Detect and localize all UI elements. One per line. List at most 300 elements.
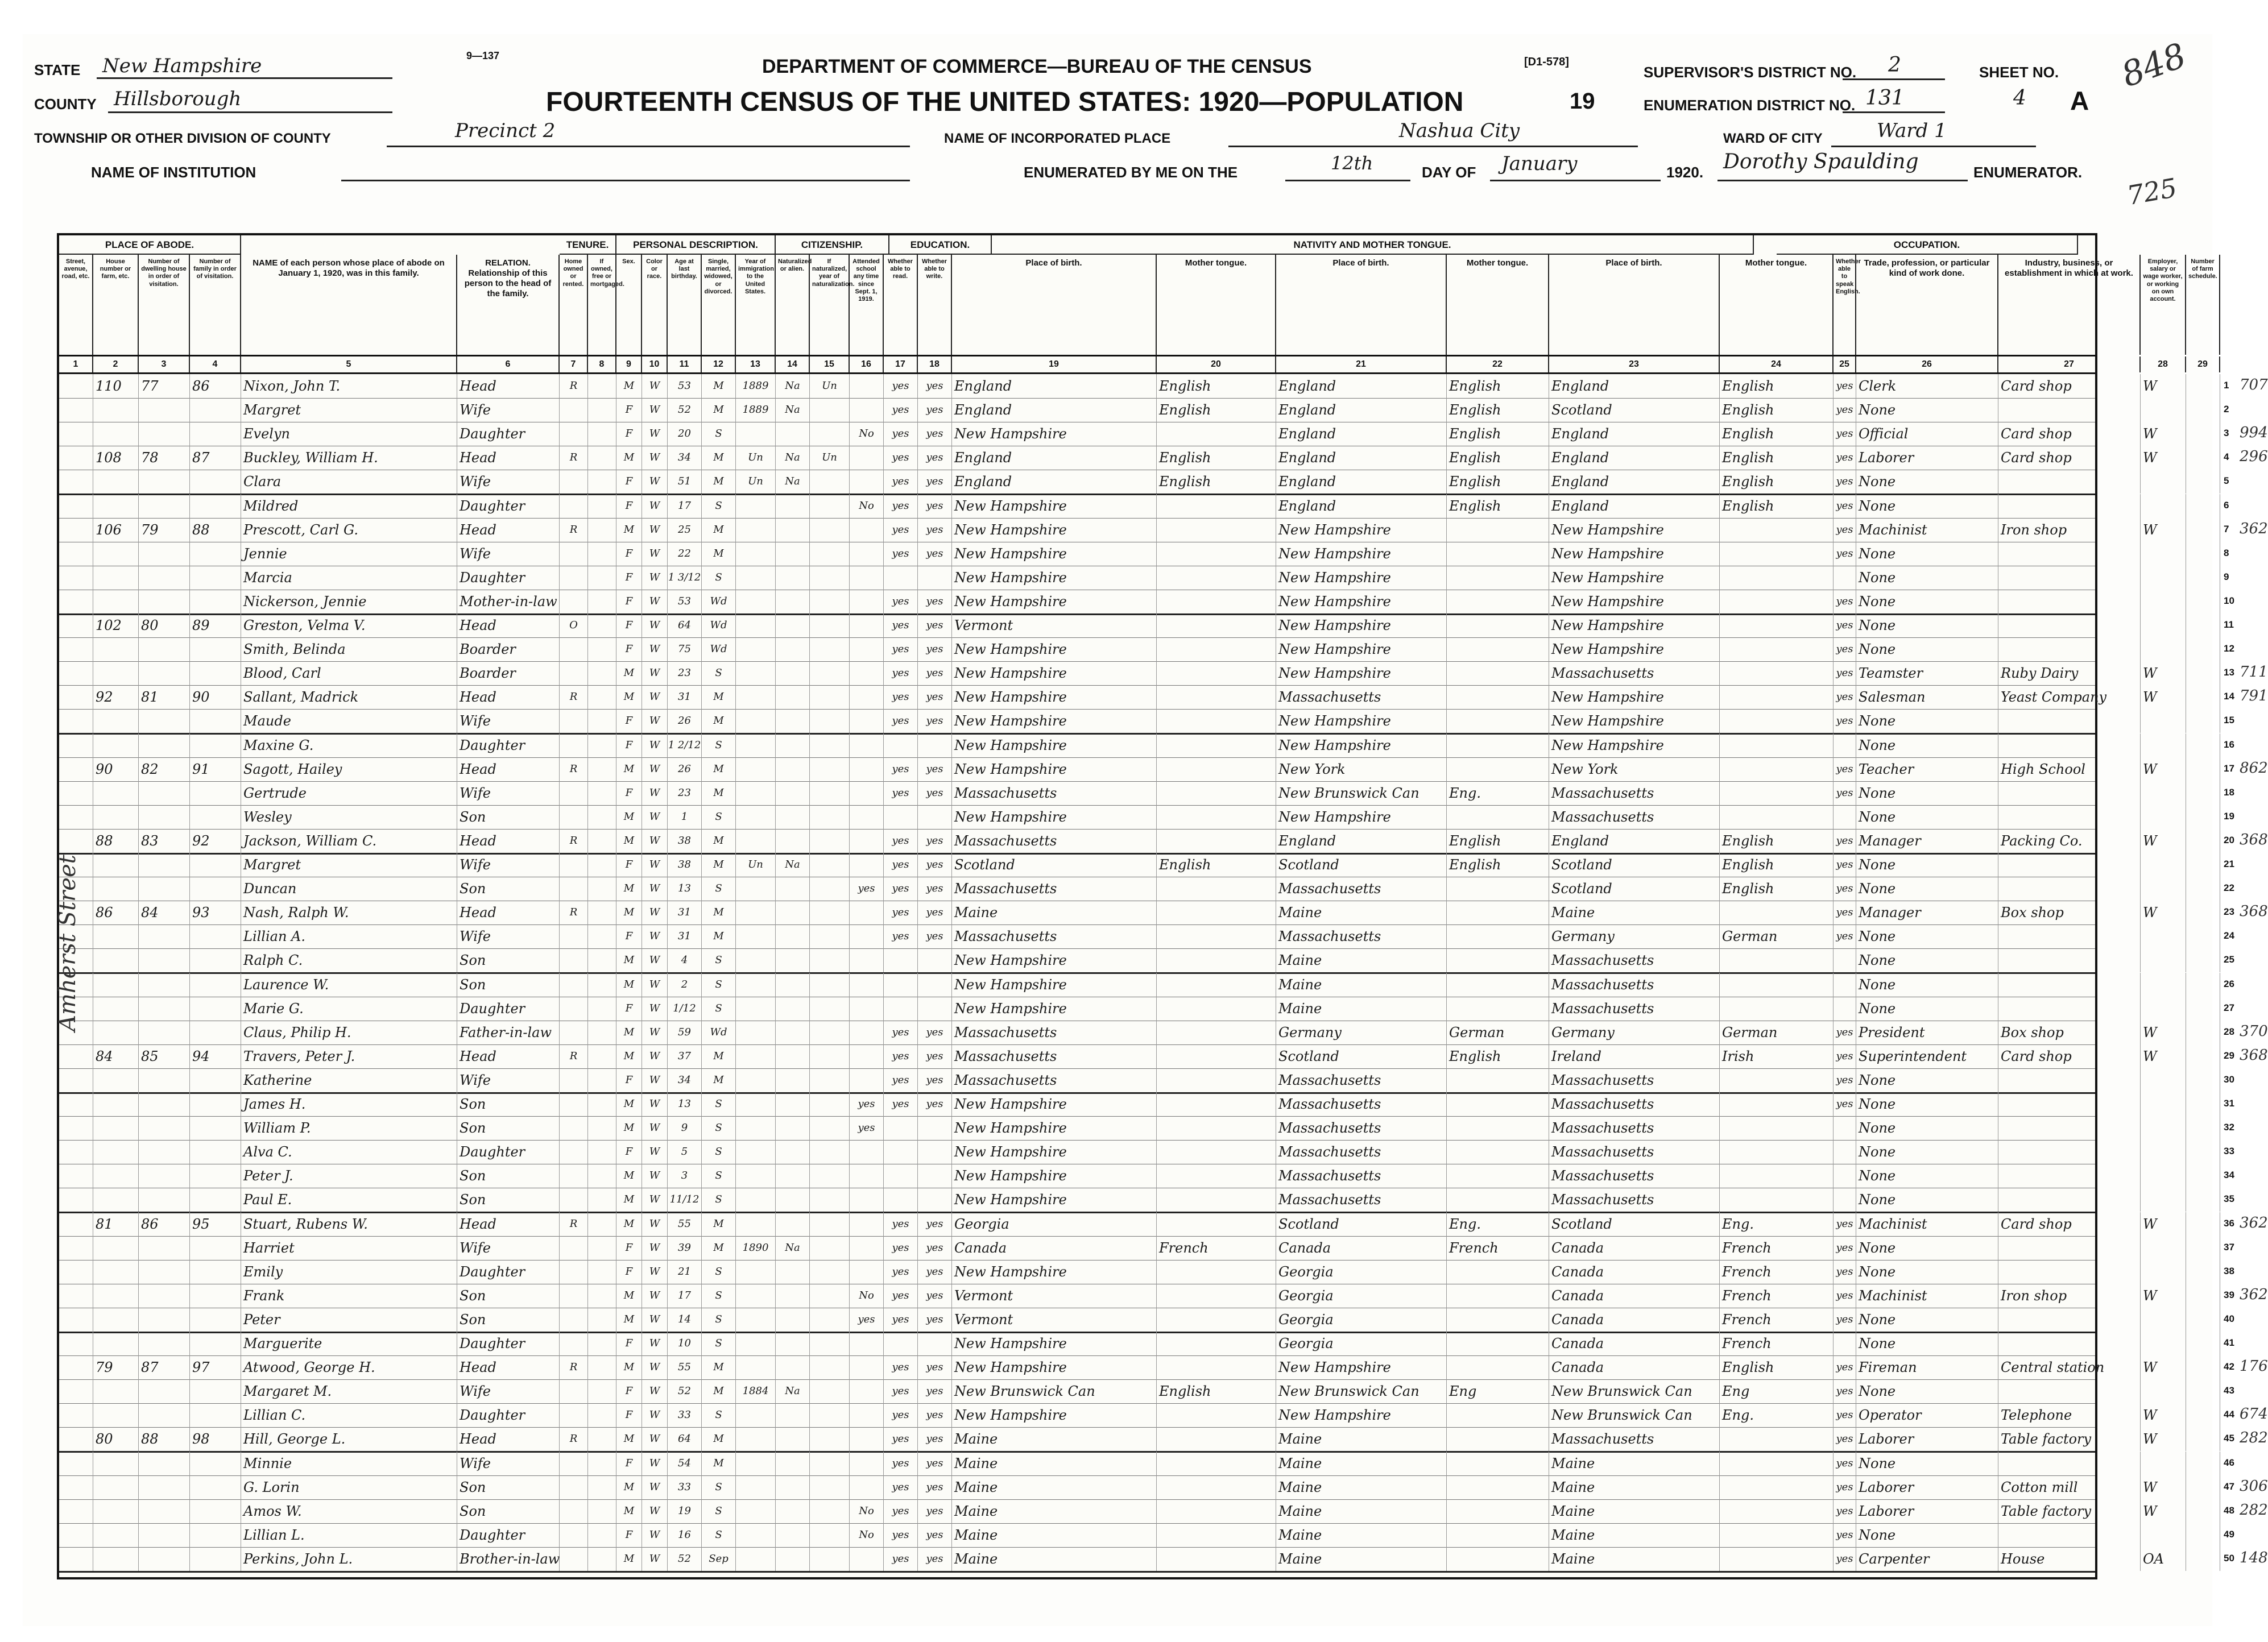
cell-emp <box>2141 613 2186 637</box>
cell-wr: yes <box>918 877 952 901</box>
line-number: 14 <box>2224 691 2234 702</box>
cell-spk: yes <box>1834 685 1856 709</box>
margin-mark-right: 725 <box>2124 172 2179 212</box>
cell-spk: yes <box>1834 1092 1856 1116</box>
occupation-code: 791 <box>2240 687 2268 705</box>
cell-fmt <box>1447 1308 1549 1332</box>
cell-pob: New Hampshire <box>952 948 1157 972</box>
cell-mar: S <box>702 733 736 757</box>
table-row <box>59 1547 2268 1573</box>
cell-nat: Na <box>776 1236 810 1260</box>
cell-mmt: English <box>1720 374 1834 398</box>
table-row <box>59 374 2268 399</box>
cell-sch <box>850 1332 884 1355</box>
cell-age: 23 <box>668 781 702 805</box>
table-row <box>59 494 2229 519</box>
cell-free <box>588 1284 616 1308</box>
cell-fam: 93 <box>190 901 241 924</box>
cell-nat <box>776 1021 810 1044</box>
cell-ind <box>1998 973 2141 997</box>
cell-fpob: New York <box>1276 757 1447 781</box>
cell-own <box>560 948 588 972</box>
cell-wr <box>918 733 952 757</box>
cell-imm <box>736 901 776 924</box>
table-row <box>59 1284 2268 1308</box>
cell-spk: yes <box>1834 1379 1856 1403</box>
cell-farm <box>2186 829 2220 853</box>
cell-fam <box>190 1379 241 1403</box>
table-row <box>59 997 2234 1021</box>
cell-farm <box>2186 494 2220 518</box>
cell-fpob: Maine <box>1276 1523 1447 1547</box>
cell-race: W <box>642 470 668 494</box>
cell-fmt <box>1447 901 1549 924</box>
cell-name: Nickerson, Jennie <box>241 590 457 613</box>
cell-nat: Na <box>776 853 810 877</box>
cell-rel: Head <box>457 446 560 470</box>
line-number: 28 <box>2224 1026 2234 1037</box>
cell-sex: F <box>616 637 642 661</box>
table-row <box>59 1523 2234 1548</box>
cell-race: W <box>642 1523 668 1547</box>
cell-nat <box>776 1164 810 1188</box>
cell-mar: S <box>702 973 736 997</box>
cell-spk: yes <box>1834 829 1856 853</box>
cell-fpob: New Brunswick Can <box>1276 781 1447 805</box>
cell-naty <box>810 590 850 613</box>
cell-ind <box>1998 1092 2141 1116</box>
cell-sch <box>850 661 884 685</box>
cell-farm <box>2186 1403 2220 1427</box>
cell-spk: yes <box>1834 1355 1856 1379</box>
cell-race: W <box>642 518 668 542</box>
cell-imm: 1889 <box>736 398 776 422</box>
cell-wr: yes <box>918 637 952 661</box>
cell-nat: Na <box>776 398 810 422</box>
cell-imm <box>736 1164 776 1188</box>
line-number: 4 <box>2224 451 2229 463</box>
cell-fmt <box>1447 590 1549 613</box>
cell-free <box>588 1523 616 1547</box>
cell-house: 80 <box>93 1427 139 1451</box>
cell-street <box>59 1188 93 1212</box>
enumerated-month: January <box>1501 152 1578 175</box>
cell-naty <box>810 781 850 805</box>
cell-ind <box>1998 709 2141 733</box>
cell-ind <box>1998 398 2141 422</box>
cell-mpob: Canada <box>1549 1260 1720 1284</box>
cell-rd: yes <box>884 1044 918 1068</box>
cell-own: R <box>560 829 588 853</box>
cell-farm <box>2186 781 2220 805</box>
cell-rel: Wife <box>457 470 560 494</box>
cell-age: 38 <box>668 853 702 877</box>
cell-sex: F <box>616 709 642 733</box>
cell-trade: None <box>1856 1092 1998 1116</box>
cell-mt: English <box>1157 446 1276 470</box>
cell-mmt <box>1720 1523 1834 1547</box>
cell-trade: None <box>1856 709 1998 733</box>
cell-mt <box>1157 924 1276 948</box>
cell-trade: Laborer <box>1856 446 1998 470</box>
column-header-label: Street, avenue, road, etc. <box>61 258 90 280</box>
cell-fmt: German <box>1447 1021 1549 1044</box>
line-number: 48 <box>2224 1504 2234 1516</box>
cell-wr: yes <box>918 1452 952 1475</box>
cell-age: 52 <box>668 1547 702 1571</box>
cell-farm <box>2186 1547 2220 1571</box>
line-number: 49 <box>2224 1528 2234 1540</box>
cell-fam: 91 <box>190 757 241 781</box>
cell-rel: Daughter <box>457 1260 560 1284</box>
column-header-23 <box>1549 255 1720 355</box>
line-number: 34 <box>2224 1170 2234 1181</box>
cell-trade: None <box>1856 1523 1998 1547</box>
cell-name: Wesley <box>241 805 457 829</box>
table-row <box>59 446 2268 470</box>
cell-own <box>560 1547 588 1571</box>
cell-spk: yes <box>1834 781 1856 805</box>
cell-street <box>59 661 93 685</box>
cell-mar: Sep <box>702 1547 736 1571</box>
cell-pob: New Hampshire <box>952 1403 1157 1427</box>
column-number: 2 <box>93 356 139 372</box>
column-header-29 <box>2186 255 2220 355</box>
cell-sch: No <box>850 1284 884 1308</box>
cell-mmt <box>1720 781 1834 805</box>
cell-fpob: Massachusetts <box>1276 924 1447 948</box>
table-row <box>59 590 2234 615</box>
cell-pob: New Hampshire <box>952 709 1157 733</box>
line-number: 29 <box>2224 1050 2234 1061</box>
column-number: 18 <box>918 356 952 372</box>
cell-emp: W <box>2141 1044 2186 1068</box>
cell-nat <box>776 1475 810 1499</box>
cell-ind: Table factory <box>1998 1499 2141 1523</box>
cell-free <box>588 973 616 997</box>
line-number: 22 <box>2224 882 2234 894</box>
column-header-label: Sex. <box>622 258 635 265</box>
cell-mt <box>1157 494 1276 518</box>
cell-mar: S <box>702 805 736 829</box>
cell-rel: Son <box>457 948 560 972</box>
cell-mmt <box>1720 1547 1834 1571</box>
cell-rel: Wife <box>457 398 560 422</box>
cell-house <box>93 1475 139 1499</box>
cell-mpob: Massachusetts <box>1549 1140 1720 1164</box>
cell-spk: yes <box>1834 1068 1856 1092</box>
cell-own: R <box>560 685 588 709</box>
cell-rd: yes <box>884 781 918 805</box>
cell-mt <box>1157 1355 1276 1379</box>
cell-sex: M <box>616 374 642 398</box>
line-number: 44 <box>2224 1409 2234 1420</box>
cell-trade: None <box>1856 398 1998 422</box>
cell-age: 31 <box>668 924 702 948</box>
cell-age: 5 <box>668 1140 702 1164</box>
cell-mar: M <box>702 470 736 494</box>
cell-mt <box>1157 1403 1276 1427</box>
cell-trade: Machinist <box>1856 518 1998 542</box>
cell-wr: yes <box>918 1092 952 1116</box>
column-number: 6 <box>457 356 560 372</box>
cell-age: 1 <box>668 805 702 829</box>
cell-race: W <box>642 590 668 613</box>
cell-pob: New Brunswick Can <box>952 1379 1157 1403</box>
cell-sch <box>850 1475 884 1499</box>
cell-spk: yes <box>1834 1523 1856 1547</box>
cell-mt <box>1157 997 1276 1021</box>
cell-race: W <box>642 924 668 948</box>
cell-house: 92 <box>93 685 139 709</box>
cell-farm <box>2186 1116 2220 1140</box>
cell-mpob: Massachusetts <box>1549 781 1720 805</box>
cell-age: 34 <box>668 446 702 470</box>
cell-age: 17 <box>668 1284 702 1308</box>
cell-trade: None <box>1856 613 1998 637</box>
cell-dwell <box>139 709 190 733</box>
cell-farm <box>2186 542 2220 566</box>
cell-trade: Manager <box>1856 829 1998 853</box>
cell-race: W <box>642 997 668 1021</box>
cell-house <box>93 1140 139 1164</box>
incorporated-place-label: NAME OF INCORPORATED PLACE <box>944 131 1171 146</box>
cell-emp <box>2141 1164 2186 1188</box>
cell-imm <box>736 973 776 997</box>
cell-rel: Wife <box>457 781 560 805</box>
cell-own <box>560 470 588 494</box>
cell-own <box>560 1116 588 1140</box>
cell-house: 79 <box>93 1355 139 1379</box>
cell-imm: Un <box>736 470 776 494</box>
column-header-26 <box>1856 255 1998 355</box>
ward-value: Ward 1 <box>1877 119 1947 142</box>
cell-emp: W <box>2141 1355 2186 1379</box>
cell-mar: S <box>702 494 736 518</box>
cell-sch <box>850 374 884 398</box>
cell-trade: None <box>1856 1452 1998 1475</box>
cell-fmt <box>1447 1188 1549 1212</box>
cell-own <box>560 1140 588 1164</box>
cell-fmt <box>1447 1475 1549 1499</box>
cell-dwell <box>139 1188 190 1212</box>
cell-rd: yes <box>884 1403 918 1427</box>
cell-spk: yes <box>1834 924 1856 948</box>
cell-dwell: 80 <box>139 613 190 637</box>
cell-race: W <box>642 1427 668 1451</box>
line-number: 20 <box>2224 834 2234 845</box>
cell-fpob: New Hampshire <box>1276 709 1447 733</box>
cell-nat <box>776 948 810 972</box>
cell-house: 108 <box>93 446 139 470</box>
cell-mar: M <box>702 542 736 566</box>
cell-mpob: Maine <box>1549 1452 1720 1475</box>
cell-fpob: Maine <box>1276 997 1447 1021</box>
line-number: 39 <box>2224 1289 2234 1300</box>
table-row <box>59 829 2268 855</box>
cell-sch <box>850 1236 884 1260</box>
cell-house <box>93 1499 139 1523</box>
cell-farm <box>2186 997 2220 1021</box>
cell-own: R <box>560 1212 588 1236</box>
cell-house <box>93 398 139 422</box>
cell-race: W <box>642 1140 668 1164</box>
cell-sch <box>850 829 884 853</box>
cell-naty <box>810 1164 850 1188</box>
cell-house <box>93 1092 139 1116</box>
cell-fmt: French <box>1447 1236 1549 1260</box>
cell-sch <box>850 446 884 470</box>
cell-name: Maude <box>241 709 457 733</box>
cell-race: W <box>642 566 668 590</box>
cell-sex: M <box>616 1212 642 1236</box>
cell-naty: Un <box>810 446 850 470</box>
cell-ind <box>1998 924 2141 948</box>
cell-mmt: Eng. <box>1720 1403 1834 1427</box>
cell-emp <box>2141 1188 2186 1212</box>
line-number: 31 <box>2224 1098 2234 1109</box>
cell-rel: Daughter <box>457 733 560 757</box>
cell-age: 14 <box>668 1308 702 1332</box>
cell-naty <box>810 1212 850 1236</box>
cell-mpob: Canada <box>1549 1308 1720 1332</box>
cell-pob: Vermont <box>952 613 1157 637</box>
cell-nat: Na <box>776 1379 810 1403</box>
cell-rel: Head <box>457 1044 560 1068</box>
cell-naty <box>810 1092 850 1116</box>
cell-wr: yes <box>918 374 952 398</box>
cell-rd: yes <box>884 685 918 709</box>
cell-age: 59 <box>668 1021 702 1044</box>
cell-nat <box>776 973 810 997</box>
cell-farm <box>2186 637 2220 661</box>
cell-nat <box>776 757 810 781</box>
cell-free <box>588 997 616 1021</box>
cell-rel: Wife <box>457 709 560 733</box>
cell-rd <box>884 1332 918 1355</box>
cell-rd: yes <box>884 1284 918 1308</box>
cell-rel: Wife <box>457 1452 560 1475</box>
cell-naty <box>810 853 850 877</box>
cell-street <box>59 494 93 518</box>
cell-spk: yes <box>1834 1284 1856 1308</box>
cell-dwell <box>139 853 190 877</box>
cell-pob: Massachusetts <box>952 924 1157 948</box>
cell-imm <box>736 1188 776 1212</box>
cell-sch <box>850 733 884 757</box>
occupation-code: 711 <box>2240 664 2268 681</box>
table-row <box>59 1140 2234 1164</box>
line-number: 33 <box>2224 1146 2234 1157</box>
cell-fam <box>190 853 241 877</box>
cell-free <box>588 566 616 590</box>
cell-farm <box>2186 1236 2220 1260</box>
column-header-19 <box>952 255 1157 355</box>
cell-mar: M <box>702 446 736 470</box>
cell-name: Marguerite <box>241 1332 457 1355</box>
column-header-label: Whether able to speak English. <box>1836 258 1861 295</box>
cell-emp <box>2141 805 2186 829</box>
cell-street <box>59 1379 93 1403</box>
cell-ind: Card shop <box>1998 1044 2141 1068</box>
line-number: 21 <box>2224 859 2234 869</box>
cell-free <box>588 542 616 566</box>
cell-naty <box>810 1332 850 1355</box>
cell-naty <box>810 566 850 590</box>
cell-mar: Wd <box>702 637 736 661</box>
cell-sex: M <box>616 1355 642 1379</box>
column-header-label: Mother tongue. <box>1466 258 1529 268</box>
cell-naty <box>810 1355 850 1379</box>
cell-trade: None <box>1856 470 1998 494</box>
cell-spk <box>1834 997 1856 1021</box>
cell-sex: M <box>616 685 642 709</box>
cell-mar: S <box>702 422 736 446</box>
table-row <box>59 1044 2268 1069</box>
cell-fam <box>190 973 241 997</box>
column-number: 11 <box>668 356 702 372</box>
cell-name: Sallant, Madrick <box>241 685 457 709</box>
cell-dwell <box>139 1523 190 1547</box>
column-number: 27 <box>1998 356 2141 372</box>
cell-house <box>93 590 139 613</box>
cell-fam <box>190 590 241 613</box>
cell-rel: Son <box>457 1475 560 1499</box>
cell-house <box>93 709 139 733</box>
cell-mar: M <box>702 709 736 733</box>
cell-sex: M <box>616 877 642 901</box>
column-header-label: Mother tongue. <box>1745 258 1807 268</box>
cell-trade: Machinist <box>1856 1212 1998 1236</box>
group-place-of-abode: PLACE OF ABODE. <box>59 235 241 255</box>
table-row <box>59 422 2268 446</box>
cell-ind <box>1998 590 2141 613</box>
cell-spk: yes <box>1834 1499 1856 1523</box>
cell-own: R <box>560 1044 588 1068</box>
cell-pob: England <box>952 374 1157 398</box>
cell-sex: M <box>616 1164 642 1188</box>
cell-fam <box>190 1236 241 1260</box>
cell-spk: yes <box>1834 1308 1856 1332</box>
cell-naty <box>810 1188 850 1212</box>
cell-fam <box>190 398 241 422</box>
cell-trade: None <box>1856 1260 1998 1284</box>
cell-sex: M <box>616 1284 642 1308</box>
cell-pob: Georgia <box>952 1212 1157 1236</box>
cell-farm <box>2186 948 2220 972</box>
cell-mpob: Canada <box>1549 1236 1720 1260</box>
cell-nat <box>776 590 810 613</box>
cell-emp <box>2141 590 2186 613</box>
cell-age: 33 <box>668 1403 702 1427</box>
cell-pob: New Hampshire <box>952 1140 1157 1164</box>
cell-rel: Head <box>457 1212 560 1236</box>
cell-spk: yes <box>1834 1427 1856 1451</box>
column-number: 5 <box>241 356 457 372</box>
cell-fmt <box>1447 685 1549 709</box>
cell-age: 21 <box>668 1260 702 1284</box>
cell-sex: M <box>616 1188 642 1212</box>
cell-wr <box>918 1140 952 1164</box>
cell-sex: F <box>616 1379 642 1403</box>
occupation-code: 362 <box>2240 1286 2268 1303</box>
cell-rd: yes <box>884 1212 918 1236</box>
cell-own <box>560 542 588 566</box>
cell-rd: yes <box>884 709 918 733</box>
column-header-14 <box>776 255 810 355</box>
cell-fam: 89 <box>190 613 241 637</box>
cell-dwell <box>139 590 190 613</box>
